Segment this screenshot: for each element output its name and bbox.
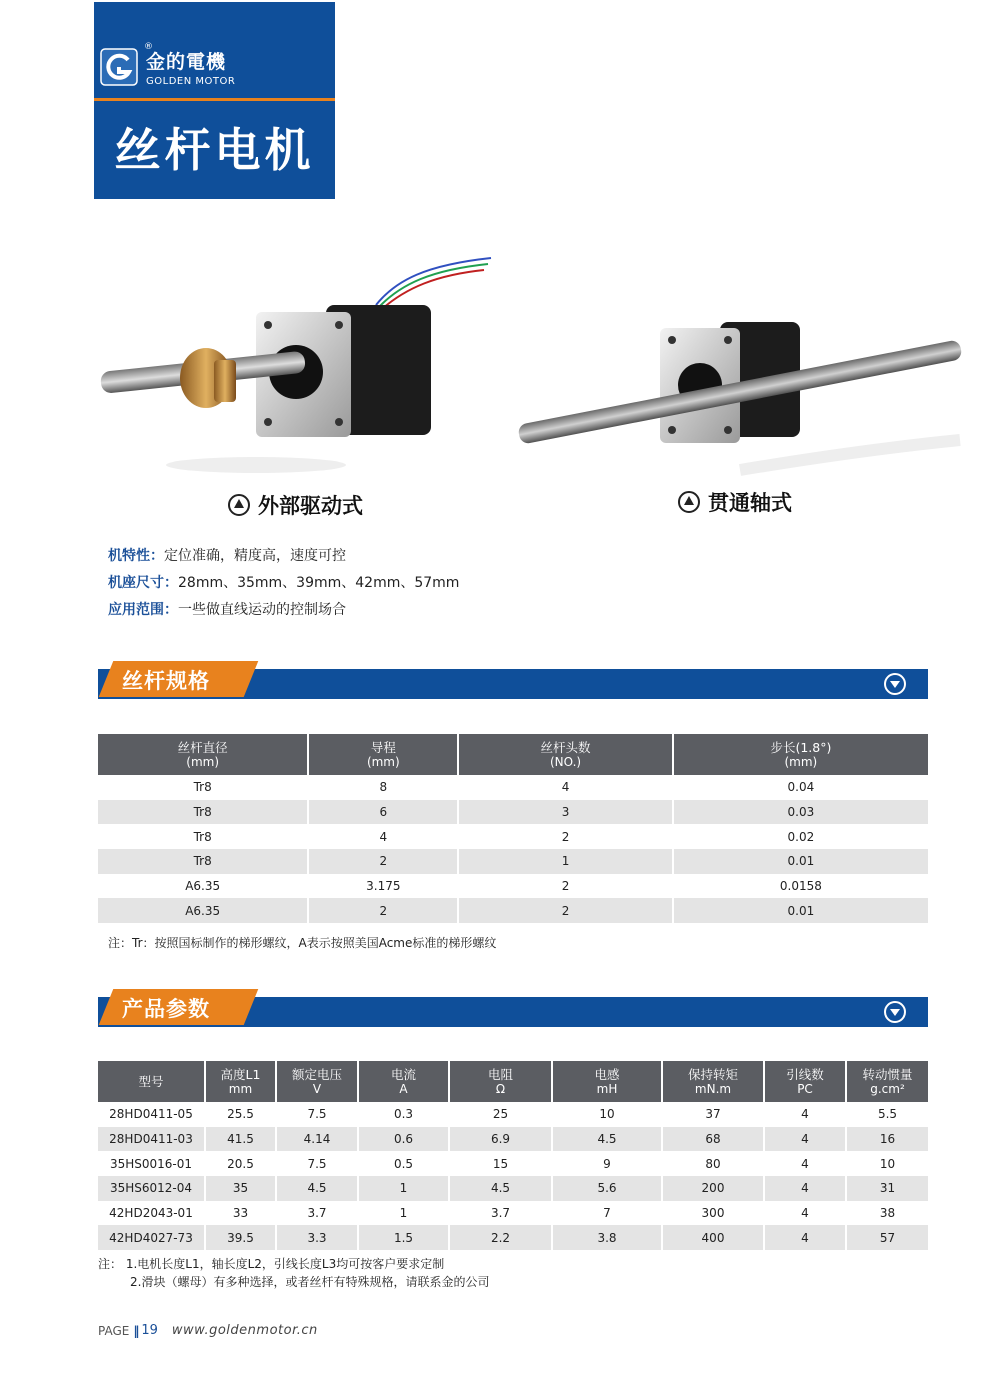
value-cell: 4.5 xyxy=(449,1176,552,1201)
feature-item: 应用范围：一些做直线运动的控制场合 xyxy=(108,602,346,618)
logo-cn-text: 金的電機 xyxy=(146,51,227,73)
value-cell: 5.6 xyxy=(552,1176,662,1201)
logo-en-text: GOLDEN MOTOR xyxy=(146,76,236,87)
value-cell: 25 xyxy=(449,1102,552,1127)
product-image-through-shaft xyxy=(510,310,970,480)
value-cell: 4 xyxy=(764,1151,846,1176)
value-cell: 37 xyxy=(662,1102,764,1127)
collapse-chevron-icon[interactable] xyxy=(884,1001,906,1023)
section-title: 丝杆规格 xyxy=(122,669,210,693)
caption-text: 外部驱动式 xyxy=(258,494,363,518)
value-cell: 400 xyxy=(662,1225,764,1250)
spec-note: 注：Tr：按照国标制作的梯形螺纹，A表示按照美国Acme标准的梯形螺纹 xyxy=(108,936,497,950)
column-header: 额定电压 V xyxy=(276,1061,358,1102)
page-number: 19 xyxy=(141,1323,158,1338)
value-cell: 3.7 xyxy=(449,1201,552,1226)
value-cell: 200 xyxy=(662,1176,764,1201)
section-header-spec[interactable] xyxy=(98,661,928,699)
table-row: Tr8 4 2 0.02 xyxy=(98,824,928,849)
value-cell: 1 xyxy=(358,1176,449,1201)
model-cell: 28HD0411-03 xyxy=(98,1127,205,1152)
header-divider xyxy=(94,98,335,101)
logo-g-icon xyxy=(100,48,138,86)
registered-mark: ® xyxy=(144,42,153,52)
column-header: 引线数 PC xyxy=(764,1061,846,1102)
value-cell: 9 xyxy=(552,1151,662,1176)
value-cell: 20.5 xyxy=(205,1151,276,1176)
triangle-up-icon xyxy=(678,491,700,513)
value-cell: 4.5 xyxy=(552,1127,662,1152)
value-cell: 4 xyxy=(764,1127,846,1152)
table-row: A6.35 3.175 2 0.0158 xyxy=(98,874,928,899)
table-row xyxy=(98,1201,928,1226)
table-header-row xyxy=(98,734,928,775)
value-cell: 39.5 xyxy=(205,1225,276,1250)
value-cell: 7.5 xyxy=(276,1102,358,1127)
company-logo[interactable] xyxy=(100,42,235,92)
product-caption-through-shaft xyxy=(678,487,792,517)
value-cell: 15 xyxy=(449,1151,552,1176)
value-cell: 80 xyxy=(662,1151,764,1176)
column-header: 高度L1 mm xyxy=(205,1061,276,1102)
model-cell: 42HD2043-01 xyxy=(98,1201,205,1226)
header-block xyxy=(94,2,335,199)
value-cell: 0.5 xyxy=(358,1151,449,1176)
value-cell: 4 xyxy=(764,1176,846,1201)
value-cell: 300 xyxy=(662,1201,764,1226)
column-header: 转动惯量 g.cm² xyxy=(846,1061,928,1102)
value-cell: 16 xyxy=(846,1127,928,1152)
section-header-product[interactable] xyxy=(98,989,928,1027)
table-row xyxy=(98,1176,928,1201)
value-cell: 10 xyxy=(552,1102,662,1127)
table-row xyxy=(98,1151,928,1176)
value-cell: 6.9 xyxy=(449,1127,552,1152)
table-row: Tr8 2 1 0.01 xyxy=(98,849,928,874)
table-row: Tr8 8 4 0.04 xyxy=(98,775,928,800)
value-cell: 5.5 xyxy=(877,1107,898,1122)
value-cell: 35 xyxy=(205,1176,276,1201)
value-cell: 3.8 xyxy=(552,1225,662,1250)
column-header: 电感 mH xyxy=(552,1061,662,1102)
table-row xyxy=(98,1225,928,1250)
value-cell: 1.5 xyxy=(358,1225,449,1250)
page-title: 丝杆电机 xyxy=(114,123,315,177)
model-cell: 28HD0411-05 xyxy=(98,1102,205,1127)
value-cell: 10 xyxy=(879,1156,896,1171)
value-cell: 0.3 xyxy=(358,1102,449,1127)
value-cell: 33 xyxy=(205,1201,276,1226)
value-cell: 4.14 xyxy=(276,1127,358,1152)
value-cell: 3.3 xyxy=(276,1225,358,1250)
value-cell: 41.5 xyxy=(205,1127,276,1152)
value-cell: 7 xyxy=(552,1201,662,1226)
column-header: 步长(1.8°) (mm) xyxy=(673,734,928,775)
column-header: 丝杆直径 (mm) xyxy=(98,734,308,775)
table-row: Tr8 6 3 0.03 xyxy=(98,800,928,825)
product-note-1: 注： 1.电机长度L1，轴长度L2，引线长度L3均可按客户要求定制 xyxy=(98,1257,445,1271)
value-cell: 4 xyxy=(764,1102,846,1127)
column-header: 电阻 Ω xyxy=(449,1061,552,1102)
table-row xyxy=(98,1127,928,1152)
model-cell: 35HS0016-01 xyxy=(98,1151,205,1176)
value-cell: 68 xyxy=(662,1127,764,1152)
website-link[interactable]: www.goldenmotor.cn xyxy=(171,1323,318,1338)
column-header: 电流 A xyxy=(358,1061,449,1102)
value-cell: 1 xyxy=(358,1201,449,1226)
value-cell: 4 xyxy=(764,1225,846,1250)
spec-table xyxy=(98,734,928,923)
divider-icon: ‖ xyxy=(133,1323,140,1338)
table-row xyxy=(98,1102,928,1127)
column-header: 丝杆头数 (NO.) xyxy=(458,734,672,775)
value-cell: 0.6 xyxy=(358,1127,449,1152)
column-header: 导程 (mm) xyxy=(308,734,458,775)
column-header: 型号 xyxy=(98,1061,205,1102)
value-cell: 38 xyxy=(879,1206,896,1221)
product-table xyxy=(98,1061,928,1250)
column-header: 保持转矩 mN.m xyxy=(662,1061,764,1102)
feature-list xyxy=(108,543,459,624)
value-cell: 7.5 xyxy=(276,1151,358,1176)
caption-text: 贯通轴式 xyxy=(708,491,792,515)
feature-item: 机座尺寸：28mm、35mm、39mm、42mm、57mm xyxy=(108,575,460,591)
value-cell: 25.5 xyxy=(205,1102,276,1127)
collapse-chevron-icon[interactable] xyxy=(884,673,906,695)
product-caption-external-drive xyxy=(228,490,363,520)
feature-item: 机特性：定位准确，精度高，速度可控 xyxy=(108,548,346,564)
value-cell: 31 xyxy=(846,1176,928,1201)
value-cell: 4 xyxy=(764,1201,846,1226)
table-row: A6.35 2 2 0.01 xyxy=(98,898,928,923)
value-cell: 2.2 xyxy=(449,1225,552,1250)
value-cell: 3.7 xyxy=(276,1201,358,1226)
product-note-2: 2.滑块（螺母）有多种选择，或者丝杆有特殊规格，请联系金的公司 xyxy=(130,1275,490,1289)
value-cell: 57 xyxy=(846,1225,928,1250)
table-header-row xyxy=(98,1061,928,1102)
page-footer xyxy=(98,1323,318,1338)
triangle-up-icon xyxy=(228,494,250,516)
product-image-external-drive xyxy=(96,250,496,480)
model-cell: 42HD4027-73 xyxy=(98,1225,205,1250)
section-title: 产品参数 xyxy=(122,997,210,1021)
model-cell: 35HS6012-04 xyxy=(98,1176,205,1201)
page-label: PAGE xyxy=(98,1323,130,1338)
value-cell: 4.5 xyxy=(276,1176,358,1201)
